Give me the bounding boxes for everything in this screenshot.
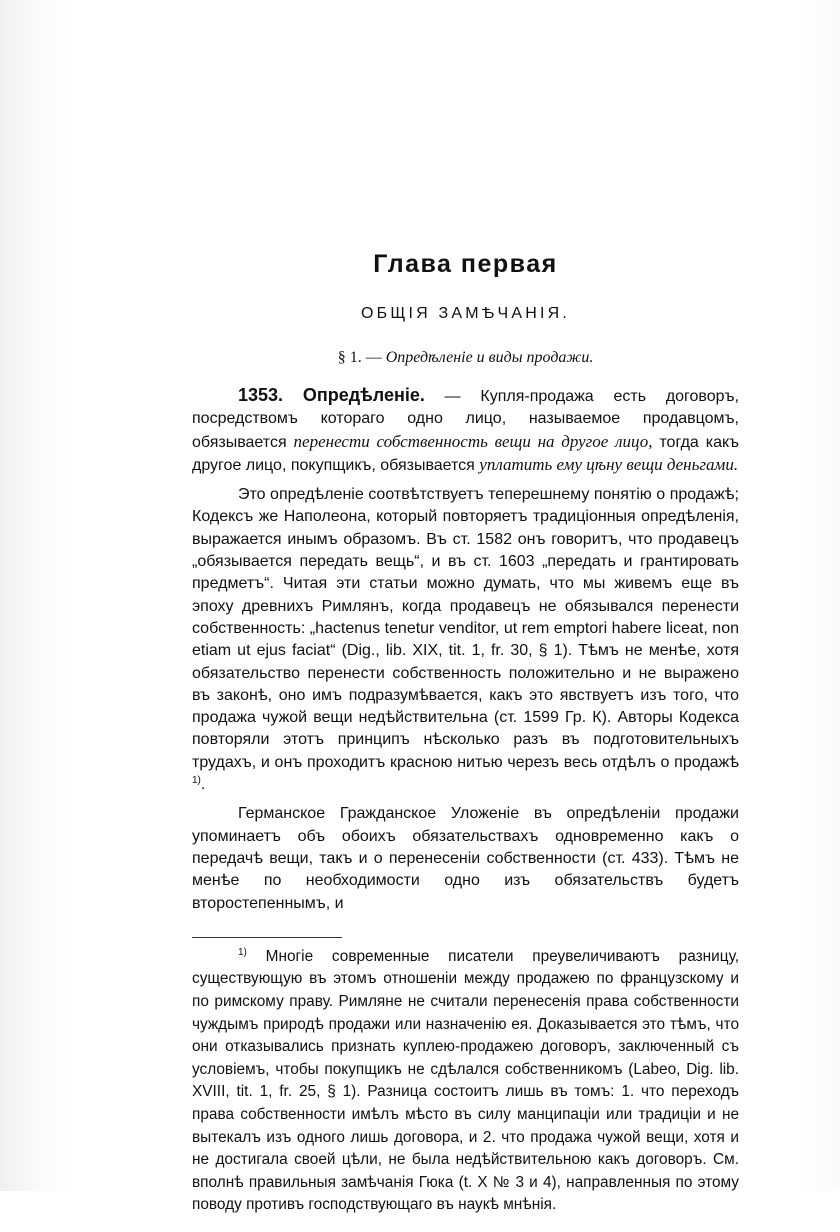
footnote-divider	[192, 937, 342, 938]
body-paragraph	[192, 484, 739, 796]
paragraph-3-text: Германское Гражданское Уложеніе въ опредѣленіи продажи упоминаетъ объ обоихъ обязательствахъ одновременно какъ о передачѣ вещи, такъ и о перенесеніи собственности (ст. 433). Тѣмъ не менѣе по необходимости одно изъ обязательствъ будетъ второстепеннымъ, и	[192, 805, 739, 912]
article-italic-2: уплатить ему цѣну вещи деньгами.	[479, 454, 739, 474]
footnote-reference: 1)	[192, 775, 201, 787]
article-paragraph	[192, 384, 739, 477]
article-heading: Опредѣленіе.	[302, 385, 425, 405]
article-text-1: — Купля-продажа есть договоръ, посредствомъ котораго одно лицо, называемое продавцомъ, обязывается	[192, 388, 739, 451]
article-number: 1353.	[238, 385, 284, 405]
article-text-2: тогда какъ другое лицо, покупщикъ, обязывается	[192, 433, 739, 474]
paragraph-2-end: .	[200, 776, 206, 794]
chapter-title: Глава первая	[373, 250, 558, 278]
subsection-title: Опредѣленіе и виды продажи.	[385, 349, 594, 366]
body-paragraph	[192, 803, 739, 914]
paragraph-2-text: Это опредѣленіе соотвѣтствуетъ теперешнему понятію о продажѣ; Кодексъ же Наполеона, который повторяетъ традиціонныя опредѣленія, выражается инымъ образомъ. Въ ст. 1582 онъ говоритъ, что продавецъ „обязывается передать вещь“, и въ ст. 1603 „передать и грантировать предметъ“. Читая эти статьи можно думать, что мы живемъ еще въ эпоху древнихъ Римлянъ, когда продавецъ не обязывался перенести собственность: „hactenus tenetur venditor, ut rem emptori habere liceat, non etiam ut ejus faciat“ (Dig., lib. XIX, tit. 1, fr. 30, § 1). Тѣмъ не менѣе, хотя обязательство перенести собственность положительно и не выражено въ законѣ, оно имъ подразумѣвается, какъ это явствуетъ изъ того, что продажа чужой вещи недѣйствительна (ст. 1599 Гр. К). Авторы Кодекса повторяли этотъ принципъ нѣсколько разъ въ подготовительныхъ трудахъ, и онъ проходитъ красною нитью черезъ весь отдѣлъ о продажѣ	[192, 486, 739, 771]
footnote-marker: 1)	[238, 946, 247, 958]
subsection-heading	[192, 346, 739, 370]
footnote-text: Многіе современные писатели преувеличиваютъ разницу, существующую въ этомъ отношеніи между продажею по французскому и по римскому праву. Римляне не считали перенесенія права собственности чуждымъ природѣ продажи или назначенію ея. Доказывается это тѣмъ, что они отказывались признать куплею-продажею договоръ, заключенный съ условіемъ, чтобы покупщикъ не сдѣлался собственникомъ (Labeo, Dig. lib. XVIII, tit. 1, fr. 25, § 1). Разница состоитъ лишь въ томъ: 1. что переходъ права собственности имѣлъ мѣсто въ силу манципаціи или традиціи и не вытекалъ изъ одного лишь договора, и 2. что продажа чужой вещи, хотя и не достигала своей цѣли, не была недѣйствительною какъ договоръ. См. вполнѣ правильныя замѣчанія Гюка (t. X № 3 и 4), направленныя по этому поводу противъ господствующаго въ наукѣ мнѣнія.	[192, 947, 739, 1214]
document-page	[192, 248, 739, 1232]
footnote	[192, 946, 739, 1217]
section-title: ОБЩІЯ ЗАМѢЧАНІЯ.	[360, 305, 571, 322]
article-italic-1: перенести собственность вещи на другое лицо,	[293, 431, 653, 451]
subsection-prefix: § 1. —	[337, 349, 386, 366]
